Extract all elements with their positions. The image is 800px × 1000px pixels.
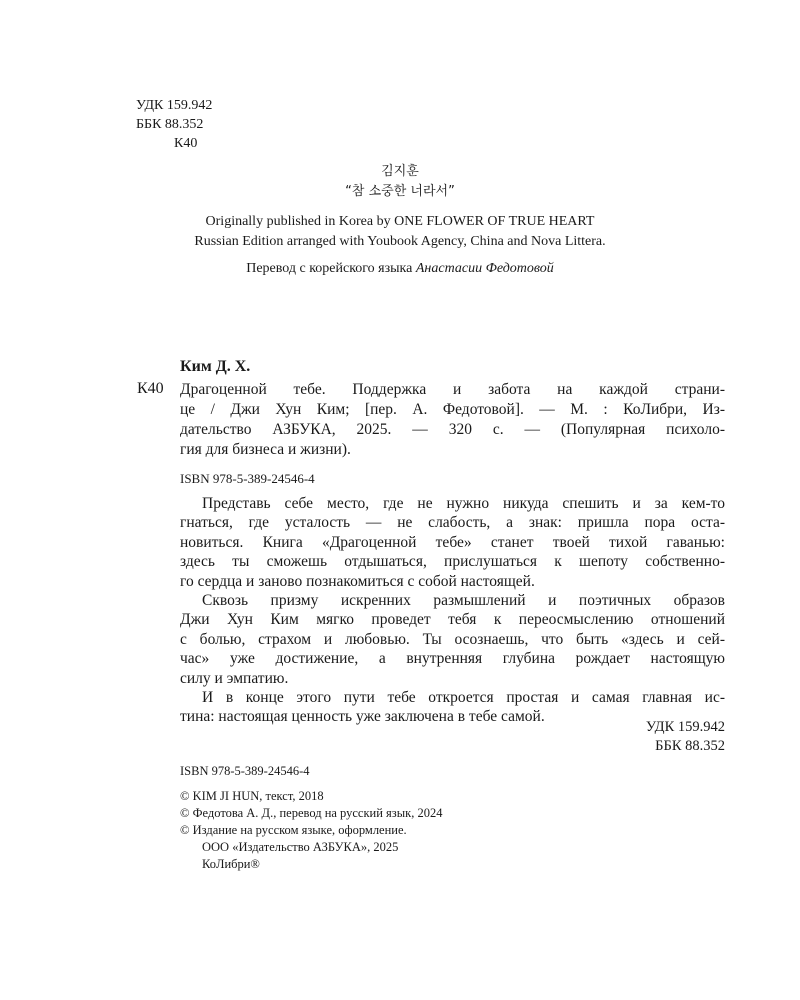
annotation-line: силу и эмпатию. xyxy=(180,669,289,687)
annotation-paragraph xyxy=(180,591,725,688)
classification-codes xyxy=(136,96,212,153)
copyright-isbn: ISBN 978-5-389-24546-4 xyxy=(180,764,310,778)
bib-author: Ким Д. Х. xyxy=(180,358,251,375)
bib-line: дательство АЗБУКА, 2025. — 320 с. — (Популярная психоло- xyxy=(180,421,725,438)
korean-original-info xyxy=(0,162,800,202)
translation-prefix: Перевод с корейского языка xyxy=(246,261,413,276)
bib-line: гия для бизнеса и жизни). xyxy=(180,441,351,458)
annotation-line: час» уже достижение, а внутренняя глубина рождает настоящую xyxy=(180,650,725,668)
bbk-code-right: ББК 88.352 xyxy=(655,738,725,754)
publisher-brand: КоЛибри® xyxy=(202,857,260,871)
bib-line: Драгоценной тебе. Поддержка и забота на каждой страни- xyxy=(180,381,725,398)
annotation-line: гнаться, где усталость — не слабость, а знак: пришла пора оста- xyxy=(180,514,725,532)
annotation-line: Сквозь призму искренних размышлений и поэтичных образов xyxy=(202,592,725,610)
annotation-line: здесь ты сможешь отдышаться, прислушаться к шепоту собственно- xyxy=(180,553,725,571)
annotation xyxy=(180,494,725,727)
original-edition-info xyxy=(0,212,800,252)
bbk-code: ББК 88.352 xyxy=(136,117,204,132)
classification-codes-right xyxy=(620,718,725,756)
copyright-line: © KIM JI HUN, текст, 2018 xyxy=(180,789,324,803)
edition-line: Russian Edition arranged with Youbook Agency, China and Nova Littera. xyxy=(194,234,606,249)
annotation-line: Представь себе место, где не нужно никуда спешить и за кем-то xyxy=(202,495,725,512)
copyright-line: © Издание на русском языке, оформление. xyxy=(180,823,407,837)
annotation-paragraph xyxy=(180,494,725,591)
udk-code: УДК 159.942 xyxy=(136,98,213,113)
korean-author: 김지훈 xyxy=(381,164,419,179)
translator-line xyxy=(0,259,800,279)
annotation-line: тина: настоящая ценность уже заключена в тебе самой. xyxy=(180,708,545,726)
copyright-block xyxy=(180,763,442,873)
published-line: Originally published in Korea by ONE FLOWER OF TRUE HEART xyxy=(205,214,595,229)
udk-code-right: УДК 159.942 xyxy=(645,719,725,735)
annotation-line: с болью, страхом и любовью. Ты осознаешь, что быть «здесь и сей- xyxy=(180,630,725,648)
annotation-line: И в конце этого пути тебе откроется простая и самая главная ис- xyxy=(202,689,725,707)
annotation-line: Джи Хун Ким мягко проведет тебя к переосмыслению отношений xyxy=(180,611,725,629)
annotation-line: новиться. Книга «Драгоценной тебе» станет твоей тихой гаванью: xyxy=(180,533,725,551)
korean-title: “참 소중한 너라서” xyxy=(345,184,455,199)
bibliographic-record xyxy=(180,380,725,460)
author-code: К40 xyxy=(174,136,198,151)
publisher-line: ООО «Издательство АЗБУКА», 2025 xyxy=(202,840,399,854)
bib-isbn: ISBN 978-5-389-24546-4 xyxy=(180,471,315,486)
bib-code: К40 xyxy=(137,380,164,397)
bib-line: це / Джи Хун Ким; [пер. А. Федотовой]. — М. : КоЛибри, Из- xyxy=(180,401,725,418)
translator-name: Анастасии Федотовой xyxy=(415,261,554,276)
annotation-line: го сердца и заново познакомиться с собой настоящей. xyxy=(180,572,535,590)
copyright-line: © Федотова А. Д., перевод на русский язык, 2024 xyxy=(180,806,443,820)
